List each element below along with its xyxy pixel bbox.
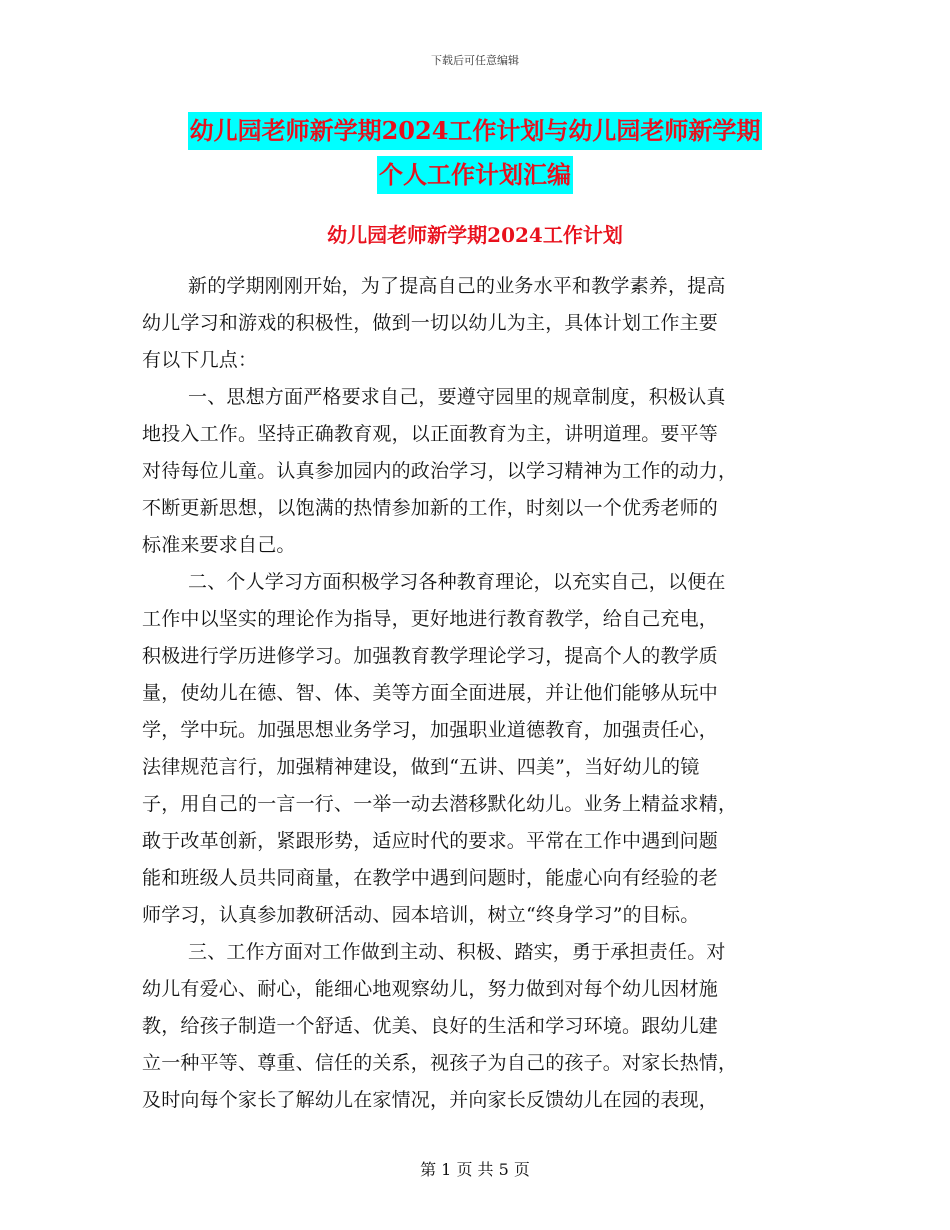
text-line: 能和班级人员共同商量，在教学中遇到问题时，能虚心向有经验的老 — [142, 867, 719, 889]
body-text — [142, 268, 807, 1119]
paragraph — [142, 379, 807, 564]
page-header-note: 下载后可任意编辑 — [431, 54, 519, 67]
text-line: 敢于改革创新，紧跟形势，适应时代的要求。平常在工作中遇到问题 — [142, 830, 719, 852]
section-title: 幼儿园老师新学期2024工作计划 — [327, 223, 623, 247]
text-line: 对待每位儿童。认真参加园内的政治学习，以学习精神为工作的动力， — [142, 460, 738, 482]
text-line: 标准来要求自己。 — [142, 534, 296, 556]
text-line: 法律规范言行，加强精神建设，做到“五讲、四美”，当好幼儿的镜 — [142, 756, 700, 778]
text-line: 幼儿学习和游戏的积极性，做到一切以幼儿为主，具体计划工作主要 — [142, 312, 719, 334]
text-line: 教，给孩子制造一个舒适、优美、良好的生活和学习环境。跟幼儿建 — [142, 1015, 719, 1037]
document-title-line-2: 个人工作计划汇编 — [377, 156, 573, 194]
text-line: 不断更新思想，以饱满的热情参加新的工作，时刻以一个优秀老师的 — [142, 497, 719, 519]
text-line: 师学习，认真参加教研活动、园本培训，树立“终身学习”的目标。 — [142, 904, 700, 926]
text-line: 学，学中玩。加强思想业务学习，加强职业道德教育，加强责任心， — [142, 719, 719, 741]
text-line: 量，使幼儿在德、智、体、美等方面全面进展，并让他们能够从玩中 — [142, 682, 719, 704]
paragraph — [142, 268, 807, 379]
paragraph — [142, 934, 807, 1119]
document-title — [0, 112, 950, 200]
text-line: 新的学期刚刚开始，为了提高自己的业务水平和教学素养，提高 — [188, 275, 726, 297]
text-line: 工作中以坚实的理论作为指导，更好地进行教育教学，给自己充电， — [142, 608, 719, 630]
text-line: 立一种平等、尊重、信任的关系，视孩子为自己的孩子。对家长热情， — [142, 1052, 738, 1074]
document-title-line-1: 幼儿园老师新学期2024工作计划与幼儿园老师新学期 — [188, 112, 763, 150]
text-line: 子，用自己的一言一行、一举一动去潜移默化幼儿。业务上精益求精， — [142, 793, 738, 815]
text-line: 地投入工作。坚持正确教育观，以正面教育为主，讲明道理。要平等 — [142, 423, 719, 445]
text-line: 二、个人学习方面积极学习各种教育理论，以充实自己，以便在 — [188, 571, 726, 593]
text-line: 幼儿有爱心、耐心，能细心地观察幼儿，努力做到对每个幼儿因材施 — [142, 978, 719, 1000]
text-line: 积极进行学历进修学习。加强教育教学理论学习，提高个人的教学质 — [142, 645, 719, 667]
text-line: 三、工作方面对工作做到主动、积极、踏实，勇于承担责任。对 — [188, 941, 726, 963]
paragraph — [142, 564, 807, 934]
page-footer: 第 1 页 共 5 页 — [420, 1160, 530, 1179]
text-line: 一、思想方面严格要求自己，要遵守园里的规章制度，积极认真 — [188, 386, 726, 408]
text-line: 及时向每个家长了解幼儿在家情况，并向家长反馈幼儿在园的表现， — [142, 1089, 719, 1111]
text-line: 有以下几点： — [142, 349, 258, 371]
